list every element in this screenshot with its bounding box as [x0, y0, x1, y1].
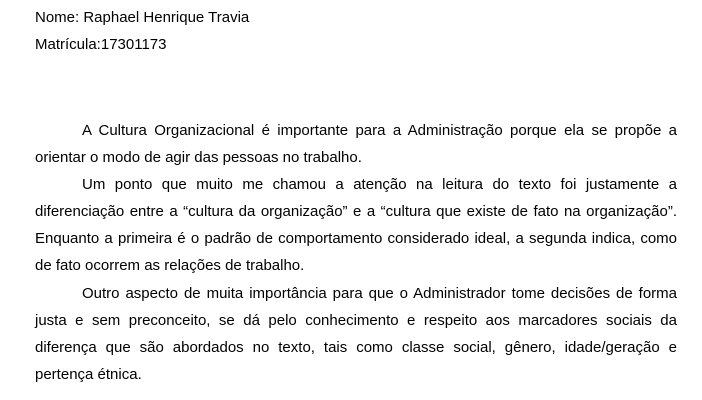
- paragraph-3: Outro aspecto de muita importância para que o Administrador tome decisões de forma justa e sem preconceito, se dá pelo conhecimento e respeito aos marcadores sociais da diferença que são abordados no texto, tais como classe social, gênero, idade/geração e pertença étnica.: [35, 284, 677, 383]
- student-name: Nome: Raphael Henrique Travia: [35, 9, 250, 26]
- paragraph-2: Um ponto que muito me chamou a atenção na leitura do texto foi justamente a diferenciação entre a “cultura da organização” e a “cultura que existe de fato na organização”. Enquanto a primeira é o padrão de comportamento considerado ideal, a segunda indica, como de fato ocorrem as relações de trabalho.: [35, 176, 677, 275]
- document-body: [35, 117, 677, 388]
- paragraph-1: A Cultura Organizacional é importante para a Administração porque ela se propõe a orientar o modo de agir das pessoas no trabalho.: [35, 122, 677, 167]
- student-matricula: Matrícula:17301173: [35, 36, 167, 53]
